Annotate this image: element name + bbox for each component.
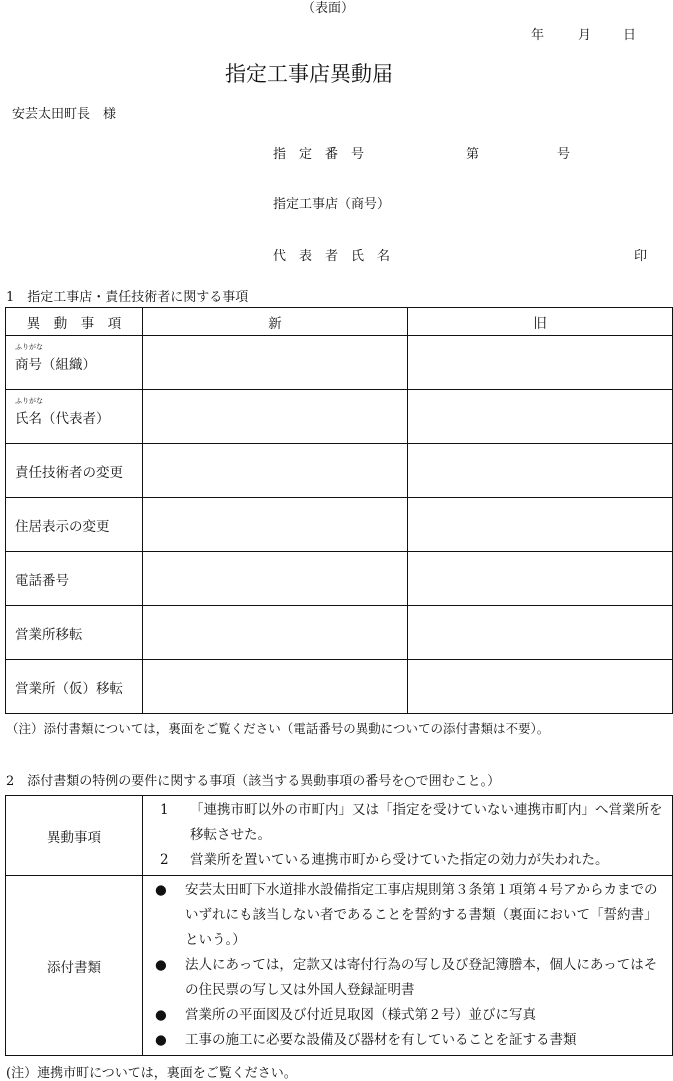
- new-value-cell[interactable]: [143, 660, 408, 714]
- table-row: [6, 552, 673, 606]
- row-label-address-display: 住居表示の変更: [6, 498, 143, 552]
- item-text: 法人にあっては，定款又は寄付行為の写し及び登記簿謄本，個人にあってはその住民票の写し又は外国人登録証明書: [185, 957, 658, 998]
- designation-number-prefix: 第: [466, 147, 480, 162]
- row-label-office-move: 営業所移転: [6, 606, 143, 660]
- attachments-cell: [143, 876, 673, 1056]
- item-text: 営業所の平面図及び付近見取図（様式第２号）並びに写真: [185, 1007, 536, 1023]
- table-header-row: [6, 308, 673, 336]
- old-value-cell[interactable]: [408, 552, 673, 606]
- new-value-cell[interactable]: [143, 444, 408, 498]
- item-text: 安芸太田町下水道排水設備指定工事店規則第３条第１項第４号アからカまでのいずれにも該当しない者であることを誓約する書類（裏面において「誓約書」という。）: [185, 882, 658, 948]
- shop-name-label: 指定工事店（商号）: [273, 197, 391, 212]
- furigana-hint: ふりがな: [15, 396, 43, 405]
- column-header-old: 旧: [408, 308, 673, 336]
- column-header-new: 新: [143, 308, 408, 336]
- new-value-cell[interactable]: [143, 336, 408, 390]
- furigana-hint: ふりがな: [15, 342, 43, 351]
- row-label-temporary-office-move: 営業所（仮）移転: [6, 660, 143, 714]
- bullet-icon: ●: [155, 957, 167, 973]
- bullet-icon: ●: [155, 882, 167, 898]
- old-value-cell[interactable]: [408, 606, 673, 660]
- list-item: [155, 953, 664, 1003]
- row-label-text: 商号（組織）: [15, 356, 96, 373]
- table-row: [6, 606, 673, 660]
- list-item: [155, 1003, 664, 1028]
- change-items-table: [5, 307, 673, 714]
- change-items-cell: [143, 796, 673, 876]
- section1-note: （注）添付書類については，裏面をご覧ください（電話番号の異動についての添付書類は不要）。: [6, 721, 550, 736]
- form-title: 指定工事店異動届: [225, 62, 393, 86]
- table-row: [6, 444, 673, 498]
- list-item: [155, 1028, 664, 1053]
- date-month: 月: [578, 28, 592, 43]
- list-item[interactable]: [160, 848, 664, 873]
- section2-note: (注）連携市町については，裏面をご覧ください。: [6, 1066, 297, 1081]
- seal-mark: 印: [634, 249, 648, 264]
- table-row: [6, 336, 673, 390]
- section2-heading: 2 添付書類の特例の要件に関する事項（該当する異動事項の番号を○で囲むこと。）: [6, 774, 501, 789]
- page-side-label: （表面）: [302, 1, 355, 16]
- row-label-phone-number: 電話番号: [6, 552, 143, 606]
- column-header-item: 異 動 事 項: [6, 308, 143, 336]
- special-provisions-table: [5, 795, 673, 1056]
- old-value-cell[interactable]: [408, 444, 673, 498]
- row-label-change-items: 異動事項: [6, 796, 143, 876]
- item-text: 「連携市町以外の市町内」又は「指定を受けていない連携市町内」へ営業所を移転させた。: [190, 802, 663, 843]
- list-item: [155, 878, 664, 953]
- new-value-cell[interactable]: [143, 390, 408, 444]
- new-value-cell[interactable]: [143, 552, 408, 606]
- designation-number-label: 指 定 番 号: [273, 147, 365, 162]
- item-number: 2: [160, 852, 169, 868]
- table-row: [6, 498, 673, 552]
- bullet-icon: ●: [155, 1007, 167, 1023]
- table-row: [6, 660, 673, 714]
- row-label-representative: [6, 390, 143, 444]
- old-value-cell[interactable]: [408, 660, 673, 714]
- bullet-icon: ●: [155, 1032, 167, 1048]
- row-label-chief-engineer: 責任技術者の変更: [6, 444, 143, 498]
- old-value-cell[interactable]: [408, 336, 673, 390]
- old-value-cell[interactable]: [408, 390, 673, 444]
- row-label-attachments: 添付書類: [6, 876, 143, 1056]
- new-value-cell[interactable]: [143, 606, 408, 660]
- item-text: 工事の施工に必要な設備及び器材を有していることを証する書類: [185, 1032, 577, 1048]
- item-number: 1: [160, 802, 169, 818]
- designation-number-suffix: 号: [557, 147, 571, 162]
- list-item[interactable]: [160, 798, 664, 848]
- new-value-cell[interactable]: [143, 498, 408, 552]
- item-text: 営業所を置いている連携市町から受けていた指定の効力が失われた。: [190, 852, 609, 868]
- section1-heading: 1 指定工事店・責任技術者に関する事項: [6, 290, 249, 305]
- addressee: 安芸太田町長 様: [12, 107, 117, 122]
- table-row: [6, 390, 673, 444]
- row-label-text: 氏名（代表者）: [15, 410, 110, 427]
- row-label-trade-name: [6, 336, 143, 390]
- old-value-cell[interactable]: [408, 498, 673, 552]
- table-row: [6, 876, 673, 1056]
- table-row: [6, 796, 673, 876]
- date-day: 日: [623, 28, 637, 43]
- date-year: 年: [531, 28, 545, 43]
- representative-name-label: 代 表 者 氏 名: [273, 249, 391, 264]
